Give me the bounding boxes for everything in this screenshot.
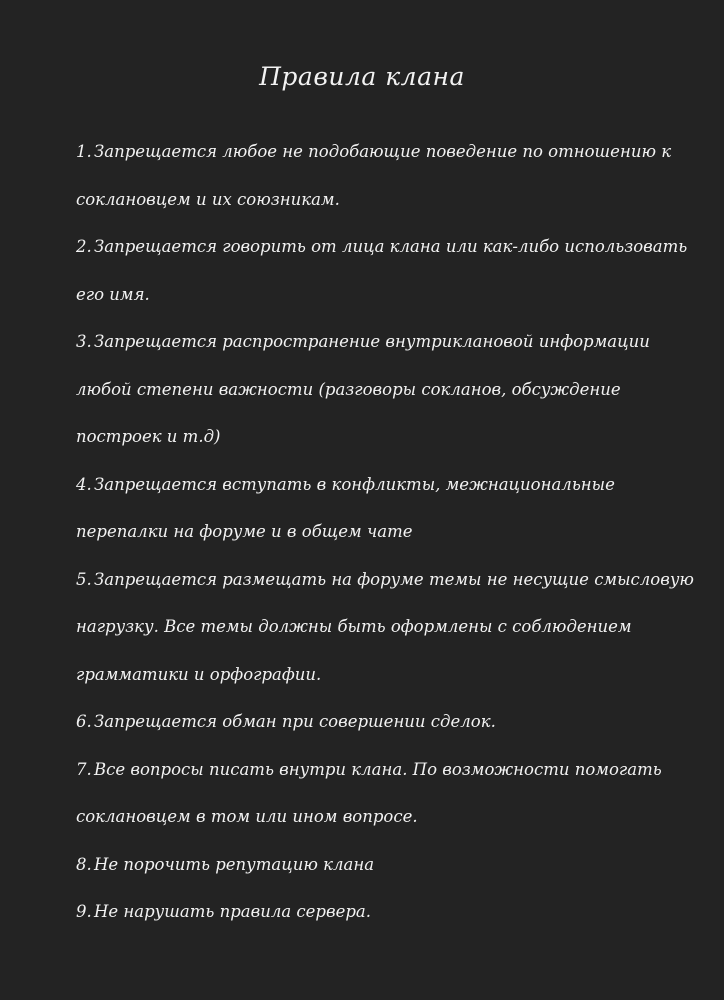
- rule-text: Запрещается обман при совершении сделок.: [94, 712, 496, 731]
- rule-text: Запрещается вступать в конфликты, межнациональные перепалки на форуме и в общем чате: [76, 474, 615, 541]
- rule-item: [76, 746, 708, 841]
- rule-number: 5.: [76, 569, 92, 589]
- rule-item: [76, 556, 708, 699]
- rule-number: 9.: [76, 902, 92, 921]
- rule-number: 3.: [76, 332, 92, 351]
- rule-number: 1.: [76, 142, 92, 161]
- rules-list: [76, 128, 708, 936]
- rule-text: Не нарушать правила сервера.: [94, 902, 372, 921]
- rule-number: 7.: [76, 759, 92, 779]
- rule-text: Запрещается распространение внутриклановой информации любой степени важности (разговоры сокланов, обсуждение построек и т.д): [76, 332, 650, 446]
- rule-text: Запрещается размещать на форуме темы не несущие смысловую нагрузку. Все темы должны быть оформлены с соблюдением грамматики и орфографии.: [76, 569, 694, 684]
- rule-item: [76, 223, 708, 318]
- rule-item: [76, 318, 708, 461]
- rule-number: 8.: [76, 854, 92, 874]
- rule-item: [76, 888, 708, 936]
- document-title: Правила клана: [259, 62, 465, 91]
- rule-item: [76, 128, 708, 223]
- rule-text: Все вопросы писать внутри клана. По возможности помогать соклановцем в том или ином вопросе.: [76, 759, 662, 826]
- rule-number: 2.: [76, 237, 92, 256]
- rule-text: Не порочить репутацию клана: [94, 854, 375, 874]
- rule-text: Запрещается любое не подобающие поведение по отношению к соклановцем и их союзникам.: [76, 142, 672, 209]
- rule-item: [76, 698, 708, 746]
- rule-number: 4.: [76, 474, 92, 494]
- rule-text: Запрещается говорить от лица клана или как-либо использовать его имя.: [76, 237, 688, 304]
- rule-item: [76, 841, 708, 889]
- rule-number: 6.: [76, 712, 92, 731]
- rule-item: [76, 461, 708, 556]
